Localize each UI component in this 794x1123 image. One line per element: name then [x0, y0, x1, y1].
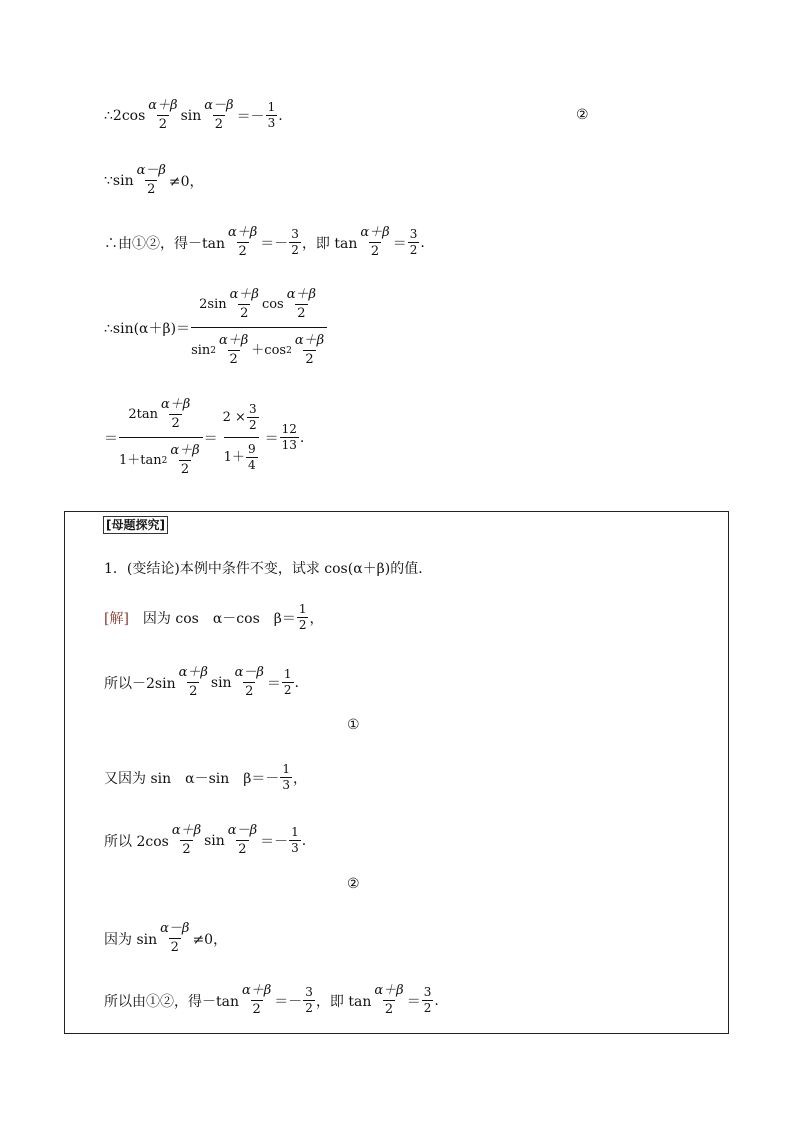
denominator — [191, 327, 327, 369]
numerator: α＋β — [148, 98, 178, 113]
denominator: 2 — [283, 683, 292, 697]
text: ＝ — [392, 235, 407, 252]
text: ＝－ — [260, 833, 289, 850]
denominator: 2 — [214, 117, 224, 132]
text: 1＋tan — [119, 452, 162, 468]
big-fraction — [191, 286, 327, 369]
denominator: 2 — [180, 462, 190, 477]
numerator: 3 — [305, 985, 313, 999]
text: . — [434, 992, 439, 1009]
denominator: 4 — [247, 458, 256, 472]
fraction — [240, 982, 273, 1019]
fraction — [247, 402, 259, 433]
numerator — [193, 286, 325, 327]
fraction — [158, 920, 191, 957]
text: ≠0， — [168, 173, 204, 190]
fraction — [266, 100, 278, 131]
denominator: 2 — [297, 306, 306, 321]
fraction — [168, 442, 201, 479]
numerator: 3 — [409, 227, 418, 241]
text: ∴由①②，得－tan — [104, 235, 225, 252]
denominator: 2 — [171, 416, 180, 431]
text: ＝－ — [236, 108, 265, 125]
solution-line-2 — [104, 664, 299, 701]
numerator: 1 — [298, 602, 307, 616]
numerator: α＋β — [374, 983, 404, 998]
fraction — [280, 762, 292, 793]
fraction — [422, 985, 434, 1016]
numerator — [219, 402, 264, 437]
numerator: α－β — [234, 665, 264, 680]
text: cos — [261, 296, 284, 312]
denominator: 2 — [423, 1001, 432, 1015]
equation-line-5 — [104, 396, 304, 479]
numerator: α＋β — [219, 333, 249, 348]
question-line: 1．(变结论)本例中条件不变，试求 cos(α＋β)的值． — [104, 561, 433, 577]
numerator: 3 — [291, 227, 299, 241]
text: ， — [309, 610, 324, 627]
numerator: α－β — [204, 98, 234, 113]
denominator: 2 — [291, 243, 299, 257]
text: 2sin — [199, 296, 227, 312]
text: 所以 2cos — [104, 833, 169, 850]
fraction — [303, 985, 315, 1016]
fraction — [293, 332, 326, 369]
denominator: 2 — [229, 352, 238, 367]
denominator: 2 — [238, 842, 247, 857]
denominator: 2 — [384, 1002, 394, 1017]
text: ＝ — [264, 430, 279, 447]
text: 1＋ — [223, 449, 245, 465]
text: 所以由①②，得－tan — [104, 993, 239, 1010]
fraction — [297, 602, 309, 633]
denominator: 2 — [370, 244, 380, 259]
numerator: 1 — [291, 825, 299, 839]
text: . — [278, 107, 283, 124]
numerator: 3 — [423, 985, 432, 999]
fraction — [280, 422, 299, 453]
text: ∴sin(α＋β)＝ — [104, 320, 191, 337]
denominator: 3 — [267, 116, 276, 130]
denominator: 2 — [147, 182, 156, 197]
numerator: 3 — [248, 402, 257, 416]
fraction — [228, 286, 261, 323]
denominator: 2 — [182, 842, 191, 857]
denominator: 2 — [305, 352, 314, 367]
solution-label: [解] — [104, 610, 129, 627]
fraction — [408, 227, 420, 258]
denominator: 2 — [298, 618, 307, 632]
numerator: 9 — [247, 442, 256, 456]
big-fraction — [119, 396, 203, 479]
fraction — [226, 224, 259, 261]
text: ＋cos — [251, 342, 287, 358]
text: sin — [180, 107, 202, 124]
fraction — [177, 664, 210, 701]
text: ＝ — [406, 993, 421, 1010]
text: 2tan — [128, 406, 158, 422]
solution-line-5 — [104, 920, 227, 957]
text: ＝ — [203, 430, 218, 447]
text: . — [299, 429, 305, 446]
numerator: α＋β — [286, 287, 317, 302]
equation-marker-1: ① — [347, 717, 360, 733]
numerator: α＋β — [294, 333, 325, 348]
fraction — [159, 396, 192, 433]
denominator: 2 — [305, 1001, 313, 1015]
text: ＝－ — [274, 993, 303, 1010]
text: sin — [210, 674, 232, 691]
text: ∴2cos — [104, 107, 146, 124]
numerator: α＋β — [160, 397, 191, 412]
section-tag: [母题探究] — [103, 516, 168, 534]
equation-line-2 — [104, 162, 204, 199]
numerator: 1 — [267, 100, 276, 114]
text: 因为 cos α－cos β＝ — [128, 610, 296, 627]
denominator: 2 — [238, 244, 247, 259]
numerator: α＋β — [360, 225, 390, 240]
denominator: 2 — [189, 684, 198, 699]
fraction — [226, 822, 259, 859]
text: ＝ — [266, 675, 281, 692]
text: 因为 sin — [104, 931, 158, 948]
numerator: 12 — [281, 422, 297, 436]
text: 又因为 sin α－sin β＝－ — [104, 770, 280, 787]
text: ＝ — [104, 430, 118, 447]
text: ≠0， — [192, 931, 228, 948]
numerator: α＋β — [229, 287, 259, 302]
numerator: 1 — [282, 762, 290, 776]
numerator: α－β — [160, 921, 190, 936]
denominator: 3 — [282, 778, 290, 792]
solution-line-6 — [104, 982, 439, 1019]
fraction — [217, 332, 250, 369]
big-fraction — [219, 402, 264, 473]
text: ，即 tan — [315, 993, 372, 1010]
denominator: 2 — [245, 684, 254, 699]
superscript: 2 — [210, 345, 216, 356]
text: 2 × — [222, 409, 246, 425]
fraction — [170, 822, 203, 859]
numerator: 1 — [283, 667, 292, 681]
numerator: α－β — [136, 163, 166, 178]
text: ，即 tan — [301, 235, 358, 252]
text: . — [420, 234, 425, 251]
fraction — [146, 97, 179, 134]
solution-line-3 — [104, 762, 307, 793]
superscript: 2 — [161, 455, 168, 466]
numerator: α＋β — [171, 823, 202, 838]
text: 所以－2sin — [104, 675, 176, 692]
fraction — [289, 227, 301, 258]
solution-line-1 — [104, 602, 323, 633]
equation-marker-2: ② — [576, 107, 589, 123]
text: ∵sin — [104, 172, 134, 189]
equation-line-4 — [104, 286, 328, 369]
fraction — [233, 664, 266, 701]
text: . — [294, 674, 299, 691]
numerator: α＋β — [170, 443, 200, 458]
denominator: 2 — [409, 243, 418, 257]
fraction — [372, 982, 405, 1019]
denominator: 2 — [240, 306, 249, 321]
denominator — [224, 437, 259, 473]
denominator: 13 — [281, 438, 297, 452]
text: ， — [293, 770, 307, 787]
numerator: α＋β — [178, 665, 208, 680]
text: . — [301, 832, 307, 849]
denominator: 2 — [248, 418, 257, 432]
fraction — [135, 162, 168, 199]
fraction — [289, 825, 301, 856]
superscript: 2 — [286, 345, 292, 356]
fraction — [285, 286, 318, 323]
denominator: 2 — [158, 117, 168, 132]
equation-marker-2: ② — [347, 876, 360, 892]
equation-line-1 — [104, 97, 283, 134]
solution-line-4 — [104, 822, 306, 859]
denominator — [119, 437, 203, 479]
denominator: 3 — [291, 841, 299, 855]
numerator: α－β — [227, 823, 258, 838]
denominator: 2 — [170, 940, 179, 955]
denominator: 2 — [252, 1002, 261, 1017]
text: ＝－ — [260, 235, 289, 252]
text: sin — [191, 342, 211, 358]
numerator: α＋β — [242, 983, 272, 998]
equation-line-3 — [104, 224, 425, 261]
fraction — [282, 667, 294, 698]
fraction — [202, 97, 235, 134]
text: sin — [204, 832, 225, 849]
numerator: α＋β — [228, 225, 258, 240]
fraction — [358, 224, 391, 261]
numerator — [122, 396, 199, 437]
fraction — [246, 442, 258, 473]
